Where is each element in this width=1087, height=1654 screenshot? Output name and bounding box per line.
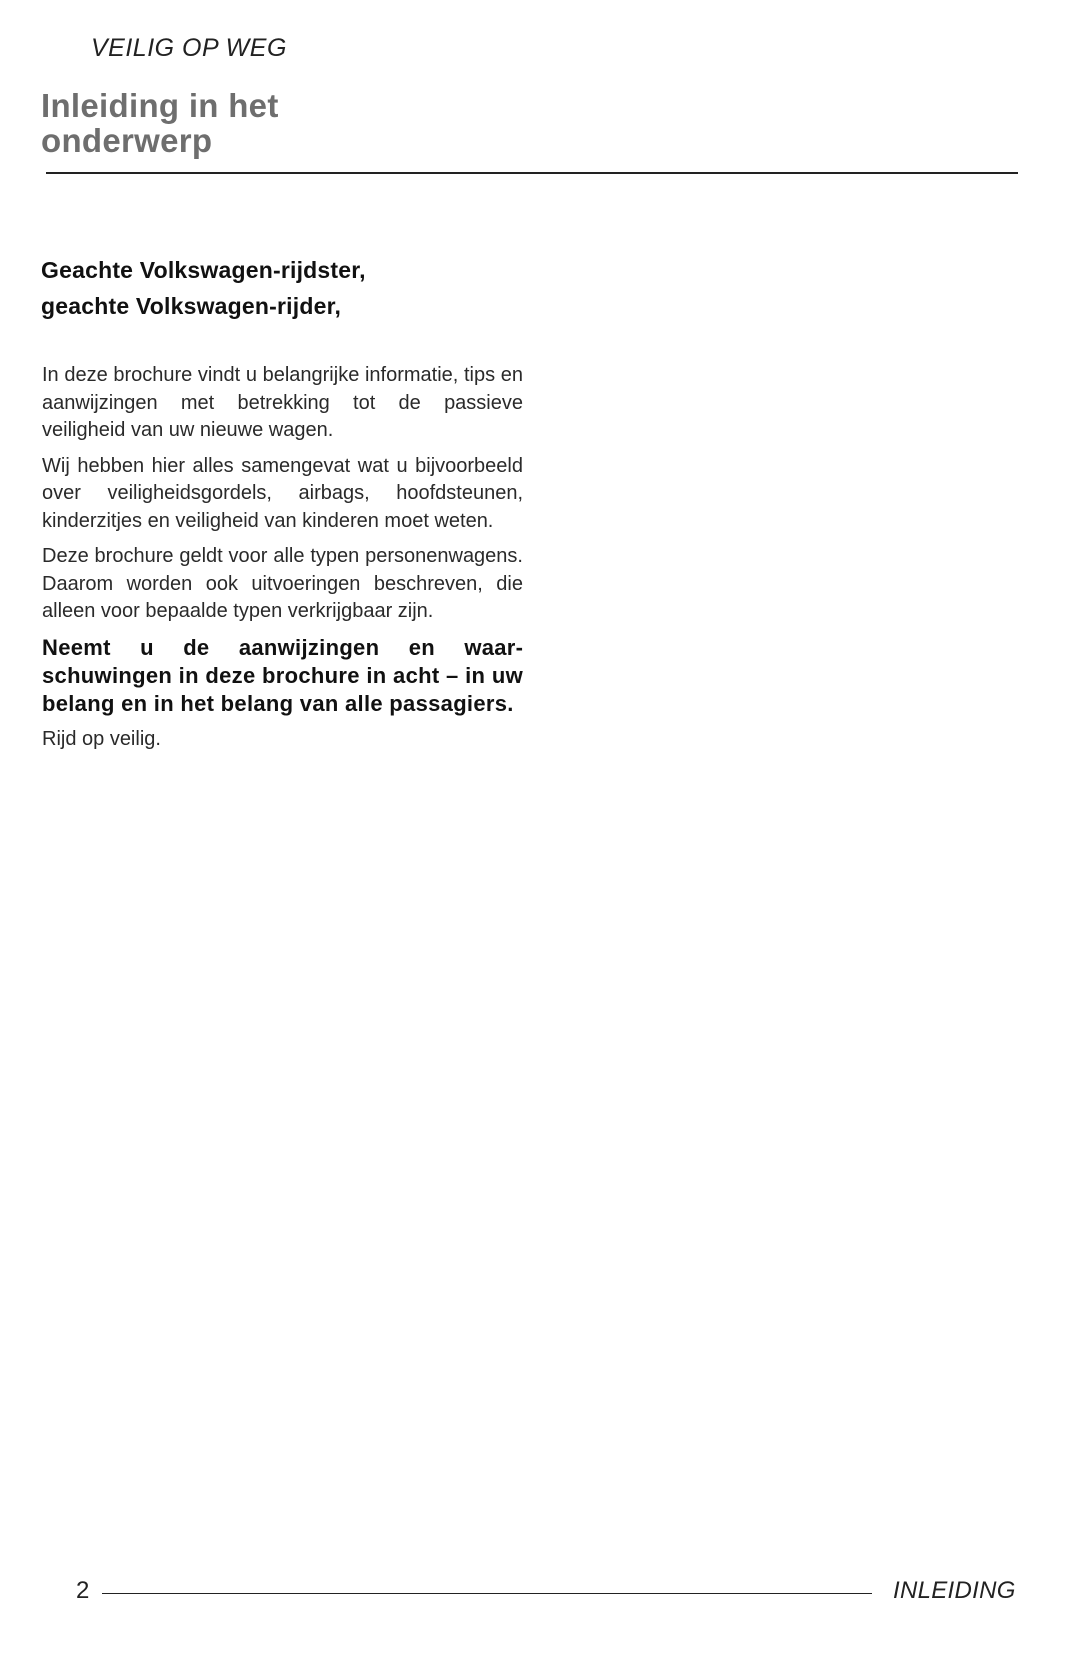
page-title <box>41 88 279 158</box>
footer-section-label: INLEIDING <box>893 1577 1016 1604</box>
paragraph-scope: Deze brochure geldt voor alle typen personenwagens. Daarom worden ook uitvoeringen beschreven, die alleen voor bepaalde typen verkrijgbaar zijn. <box>42 545 523 622</box>
paragraph-intro: In deze brochure vindt u belangrijke informatie, tips en aanwijzingen met betrekking tot de passieve veiligheid van uw nieuwe wagen. <box>42 364 523 441</box>
salutation <box>41 252 366 324</box>
page-title-line-2: onderwerp <box>41 122 213 159</box>
body-text <box>42 362 523 761</box>
footer-divider <box>102 1593 872 1594</box>
title-divider <box>46 172 1018 174</box>
salutation-line-2: geachte Volkswagen-rijder, <box>41 293 342 319</box>
salutation-line-1: Geachte Volkswagen-rijdster, <box>41 257 366 283</box>
paragraph-emphasis: Neemt u de aanwijzingen en waarschuwingen in deze brochure in acht – in uw belang en in het belang van alle passagiers. <box>42 634 523 716</box>
paragraph-summary: Wij hebben hier alles samengevat wat u bijvoorbeeld over veiligheidsgordels, airbags, hoofdsteunen, kinderzitjes en veiligheid van kinderen moet weten. <box>42 454 523 532</box>
paragraph-closing: Rijd op veilig. <box>42 727 161 750</box>
running-head: VEILIG OP WEG <box>91 34 287 62</box>
page-number: 2 <box>76 1577 90 1604</box>
page-title-line-1: Inleiding in het <box>41 87 279 124</box>
